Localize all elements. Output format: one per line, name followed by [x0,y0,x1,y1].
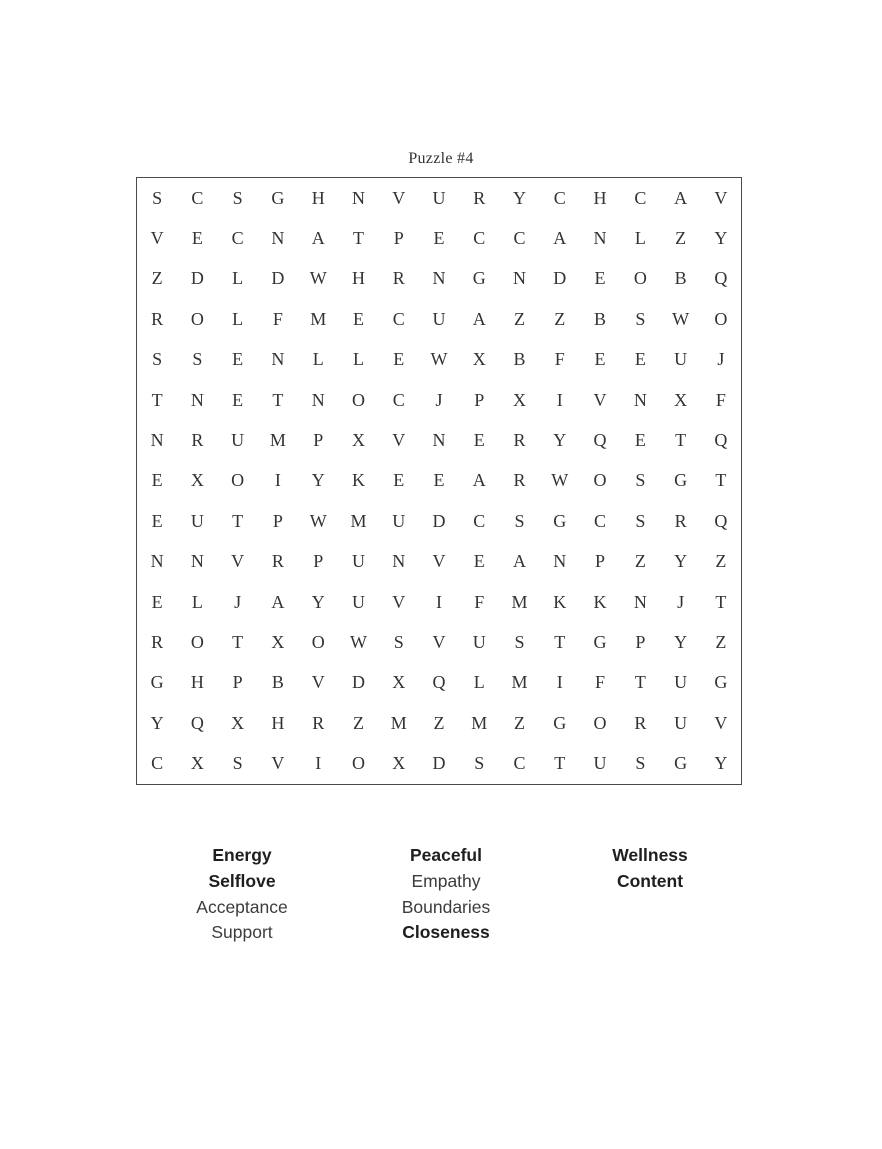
grid-cell: O [593,470,607,491]
grid-cell: S [152,349,163,370]
grid-cell: T [554,632,566,653]
grid-cell: A [472,470,486,491]
grid-cell: V [231,551,245,572]
grid-cell: Z [514,308,526,329]
grid-cell: C [231,228,244,249]
grid-cell: C [473,228,486,249]
grid-cell: R [392,268,405,289]
grid-cell: I [435,591,442,612]
grid-cell: L [191,591,203,612]
word-item: Wellness [612,845,688,865]
grid-cell: N [593,228,607,249]
grid-cell: D [432,510,446,531]
grid-cell: D [432,753,446,774]
grid-cell: F [474,591,485,612]
grid-cell: E [232,389,244,410]
grid-cell: G [674,470,688,491]
puzzle-title: Puzzle #4 [408,150,474,167]
grid-cell: C [392,389,405,410]
grid-cell: V [593,389,607,410]
grid-cell: H [311,187,325,208]
grid-cell: O [351,389,365,410]
grid-cell: P [232,672,243,693]
grid-cell: X [190,753,204,774]
grid-cell: H [351,268,365,289]
grid-cell: I [315,753,322,774]
grid-cell: O [231,470,245,491]
grid-cell: C [151,753,164,774]
grid-cell: N [351,187,365,208]
grid-cell: Q [190,712,204,733]
grid-cell: E [151,470,163,491]
grid-cell: U [190,510,204,531]
grid-cell: F [272,308,283,329]
grid-cell: G [593,632,607,653]
grid-cell: N [513,268,527,289]
grid-cell: L [352,349,364,370]
grid-cell: Z [715,551,727,572]
grid-cell: Z [514,712,526,733]
grid-cell: Z [715,632,727,653]
grid-cell: N [633,389,647,410]
grid-cell: G [150,672,164,693]
grid-cell: P [313,551,324,572]
grid-cell: O [190,632,204,653]
grid-cell: Q [593,430,607,451]
grid-cell: W [309,510,327,531]
grid-cell: T [232,510,244,531]
grid-cell: V [392,591,406,612]
grid-cell: I [556,389,563,410]
grid-cell: E [151,510,163,531]
grid-cell: S [232,753,243,774]
grid-cell: V [271,753,285,774]
grid-cell: U [432,187,446,208]
grid-cell: E [393,470,405,491]
grid-cell: N [432,268,446,289]
grid-cell: X [513,389,527,410]
grid-cell: N [190,551,204,572]
grid-cell: V [311,672,325,693]
grid-cell: P [635,632,646,653]
grid-cell: I [556,672,563,693]
grid-cell: N [271,349,285,370]
grid-cell: O [311,632,325,653]
grid-cell: A [553,228,567,249]
grid-cell: G [271,187,285,208]
grid-cell: S [152,187,163,208]
grid-cell: Z [352,712,364,733]
word-item: Boundaries [401,896,491,917]
grid-cell: Q [432,672,446,693]
grid-cell: O [190,308,204,329]
grid-cell: P [595,551,606,572]
grid-cell: R [674,510,687,531]
grid-cell: S [635,510,646,531]
grid-cell: V [714,712,728,733]
grid-cell: O [633,268,647,289]
grid-cell: P [474,389,485,410]
grid-cell: Z [151,268,163,289]
grid-cell: M [390,712,407,733]
grid-cell: E [594,349,606,370]
grid-cell: D [271,268,285,289]
grid-cell: U [392,510,406,531]
grid-cell: T [272,389,284,410]
grid-cell: Y [714,228,728,249]
grid-cell: B [513,349,526,370]
grid-cell: A [674,187,688,208]
grid-cell: F [554,349,565,370]
grid-cell: Z [634,551,646,572]
grid-cell: B [271,672,284,693]
grid-cell: H [190,672,204,693]
grid-cell: O [593,712,607,733]
word-item: Support [211,922,273,943]
word-item: Energy [212,845,272,865]
grid-cell: U [674,712,688,733]
grid-cell: G [553,712,567,733]
grid-cell: B [594,308,607,329]
grid-cell: V [392,187,406,208]
grid-cell: Q [714,268,728,289]
grid-cell: S [514,510,525,531]
grid-cell: C [392,308,405,329]
word-column [140,843,344,946]
grid-cell: N [190,389,204,410]
grid-cell: R [312,712,325,733]
grid-cell: E [433,470,445,491]
grid-cell: B [674,268,687,289]
grid-cell: N [432,430,446,451]
grid-cell: Z [675,228,687,249]
grid-cell: J [234,591,242,612]
grid-cell: S [474,753,485,774]
word-item: Selflove [208,870,276,891]
word-item: Acceptance [196,896,288,917]
grid-cell: X [392,753,406,774]
grid-cell: Y [674,632,688,653]
grid-cell: W [672,308,690,329]
grid-cell: D [351,672,365,693]
grid-cell: S [635,470,646,491]
grid-cell: L [232,308,244,329]
grid-cell: C [553,187,566,208]
grid-cell: P [393,228,404,249]
grid-cell: K [593,591,607,612]
grid-cell: L [634,228,646,249]
grid-cell: Q [714,510,728,531]
grid-cell: V [714,187,728,208]
grid-cell: F [595,672,606,693]
grid-cell: K [351,470,365,491]
grid-cell: S [514,632,525,653]
grid-cell: V [432,632,446,653]
grid-cell: V [150,228,164,249]
grid-cell: S [635,308,646,329]
grid-cell: X [674,389,688,410]
grid-cell: K [553,591,567,612]
grid-cell: X [472,349,486,370]
grid-cell: Y [513,187,527,208]
grid-cell: R [513,430,526,451]
grid-cell: F [715,389,726,410]
grid-cell: Y [150,712,164,733]
grid-cell: E [191,228,203,249]
grid-cell: T [715,470,727,491]
grid-cell: S [232,187,243,208]
grid-cell: R [513,470,526,491]
grid-cell: C [513,753,526,774]
grid-cell: M [471,712,488,733]
grid-cell: U [231,430,245,451]
grid-cell: P [272,510,283,531]
grid-cell: R [271,551,284,572]
grid-cell: N [150,551,164,572]
grid-cell: S [393,632,404,653]
grid-cell: M [511,591,528,612]
grid-cell: E [473,551,485,572]
grid-cell: P [313,430,324,451]
grid-cell: G [674,753,688,774]
grid-cell: L [312,349,324,370]
grid-cell: O [714,308,728,329]
grid-cell: U [432,308,446,329]
grid-cell: G [714,672,728,693]
grid-cell: Z [554,308,566,329]
letter-grid [136,177,742,785]
grid-cell: E [594,268,606,289]
grid-cell: U [351,551,365,572]
grid-cell: A [513,551,527,572]
grid-cell: V [392,430,406,451]
grid-cell: N [553,551,567,572]
grid-cell: R [151,632,164,653]
grid-cell: L [473,672,485,693]
grid-cell: I [274,470,281,491]
grid-cell: U [593,753,607,774]
grid-cell: E [634,349,646,370]
grid-cell: M [511,672,528,693]
grid-cell: T [554,753,566,774]
grid-cell: N [633,591,647,612]
grid-cell: A [311,228,325,249]
grid-cell: X [392,672,406,693]
grid-cell: D [190,268,204,289]
grid-cell: J [435,389,443,410]
grid-cell: T [634,672,646,693]
grid-cell: U [472,632,486,653]
grid-cell: Y [311,591,325,612]
grid-cell: J [717,349,725,370]
grid-cell: Y [714,753,728,774]
grid-cell: E [151,591,163,612]
grid-cell: X [231,712,245,733]
grid-cell: M [310,308,327,329]
grid-cell: U [674,349,688,370]
grid-cell: N [311,389,325,410]
grid-cell: T [151,389,163,410]
grid-cell: C [594,510,607,531]
grid-cell: A [271,591,285,612]
grid-cell: E [634,430,646,451]
grid-cell: U [351,591,365,612]
grid-cell: Q [714,430,728,451]
grid-cell: R [191,430,204,451]
grid-cell: Y [674,551,688,572]
grid-cell: C [473,510,486,531]
grid-cell: U [674,672,688,693]
grid-cell: L [232,268,244,289]
grid-cell: C [191,187,204,208]
grid-cell: X [351,430,365,451]
grid-cell: R [634,712,647,733]
word-item: Peaceful [410,845,482,865]
word-list [140,843,752,946]
grid-cell: E [393,349,405,370]
grid-cell: E [352,308,364,329]
grid-cell: T [715,591,727,612]
grid-cell: H [593,187,607,208]
grid-cell: S [192,349,203,370]
word-item: Empathy [411,870,481,891]
grid-cell: T [232,632,244,653]
grid-cell: T [352,228,364,249]
grid-cell: N [150,430,164,451]
grid-cell: G [553,510,567,531]
grid-cell: O [351,753,365,774]
grid-cell: R [151,308,164,329]
grid-cell: H [271,712,285,733]
grid-cell: S [635,753,646,774]
grid-cell: C [634,187,647,208]
grid-cell: X [271,632,285,653]
grid-cell: W [349,632,367,653]
grid-cell: X [190,470,204,491]
grid-cell: Y [553,430,567,451]
grid-cell: W [551,470,569,491]
grid-cell: V [432,551,446,572]
grid-cell: M [350,510,367,531]
grid-cell: J [677,591,685,612]
grid-cell: C [513,228,526,249]
grid-cell: E [473,430,485,451]
grid-cell: W [430,349,448,370]
word-column [548,843,752,946]
word-column [344,843,548,946]
grid-cell: E [232,349,244,370]
grid-cell: T [675,430,687,451]
grid-cell: A [472,308,486,329]
grid-cell: W [309,268,327,289]
grid-cell: R [473,187,486,208]
word-item: Content [616,870,684,891]
grid-cell: N [392,551,406,572]
grid-cell: E [433,228,445,249]
grid-cell: M [269,430,286,451]
grid-cell: D [553,268,567,289]
grid-cell: N [271,228,285,249]
grid-cell: Y [311,470,325,491]
grid-cell: Z [433,712,445,733]
grid-cell: G [472,268,486,289]
word-item: Closeness [402,922,490,943]
